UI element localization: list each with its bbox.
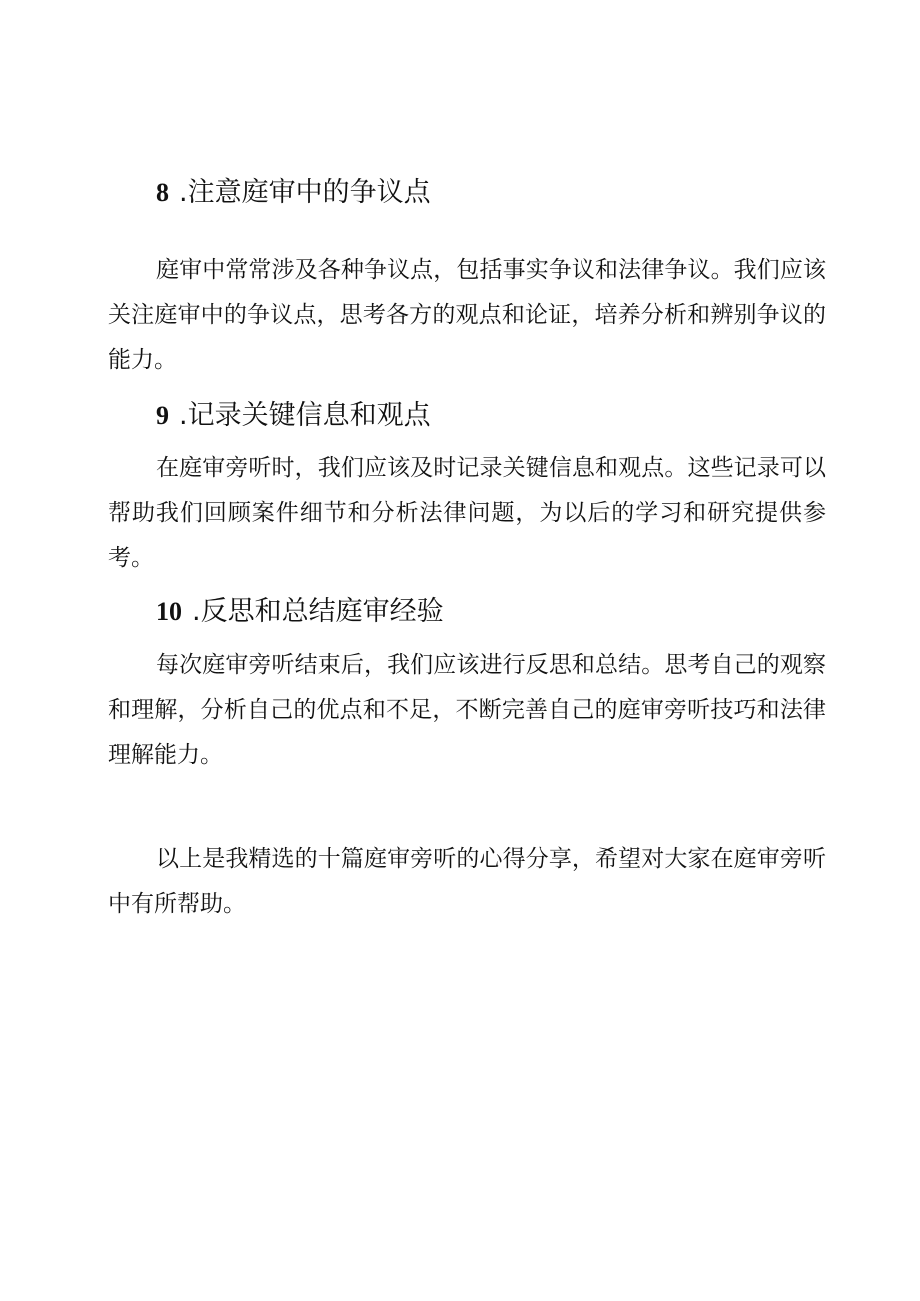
section-10-body: 每次庭审旁听结束后，我们应该进行反思和总结。思考自己的观察和理解，分析自己的优点和不足，不断完善自己的庭审旁听技巧和法律理解能力。 [108, 652, 826, 768]
section-9-number: 9 [156, 401, 169, 430]
section-9-body: 在庭审旁听时，我们应该及时记录关键信息和观点。这些记录可以帮助我们回顾案件细节和分析法律问题，为以后的学习和研究提供参考。 [108, 455, 826, 571]
section-8-body: 庭审中常常涉及各种争议点，包括事实争议和法律争议。我们应该关注庭审中的争议点，思考各方的观点和论证，培养分析和辨别争议的能力。 [108, 257, 826, 373]
section-10-title: .反思和总结庭审经验 [192, 596, 444, 627]
section-8-number: 8 [156, 178, 169, 207]
section-8-title: .注意庭审中的争议点 [179, 177, 431, 208]
section-8-heading [156, 175, 431, 211]
section-10-number: 10 [156, 597, 182, 626]
closing-paragraph: 以上是我精选的十篇庭审旁听的心得分享，希望对大家在庭审旁听中有所帮助。 [108, 846, 826, 917]
section-9-heading [156, 398, 431, 434]
section-10-heading [156, 594, 444, 630]
section-9-title: .记录关键信息和观点 [179, 400, 431, 431]
